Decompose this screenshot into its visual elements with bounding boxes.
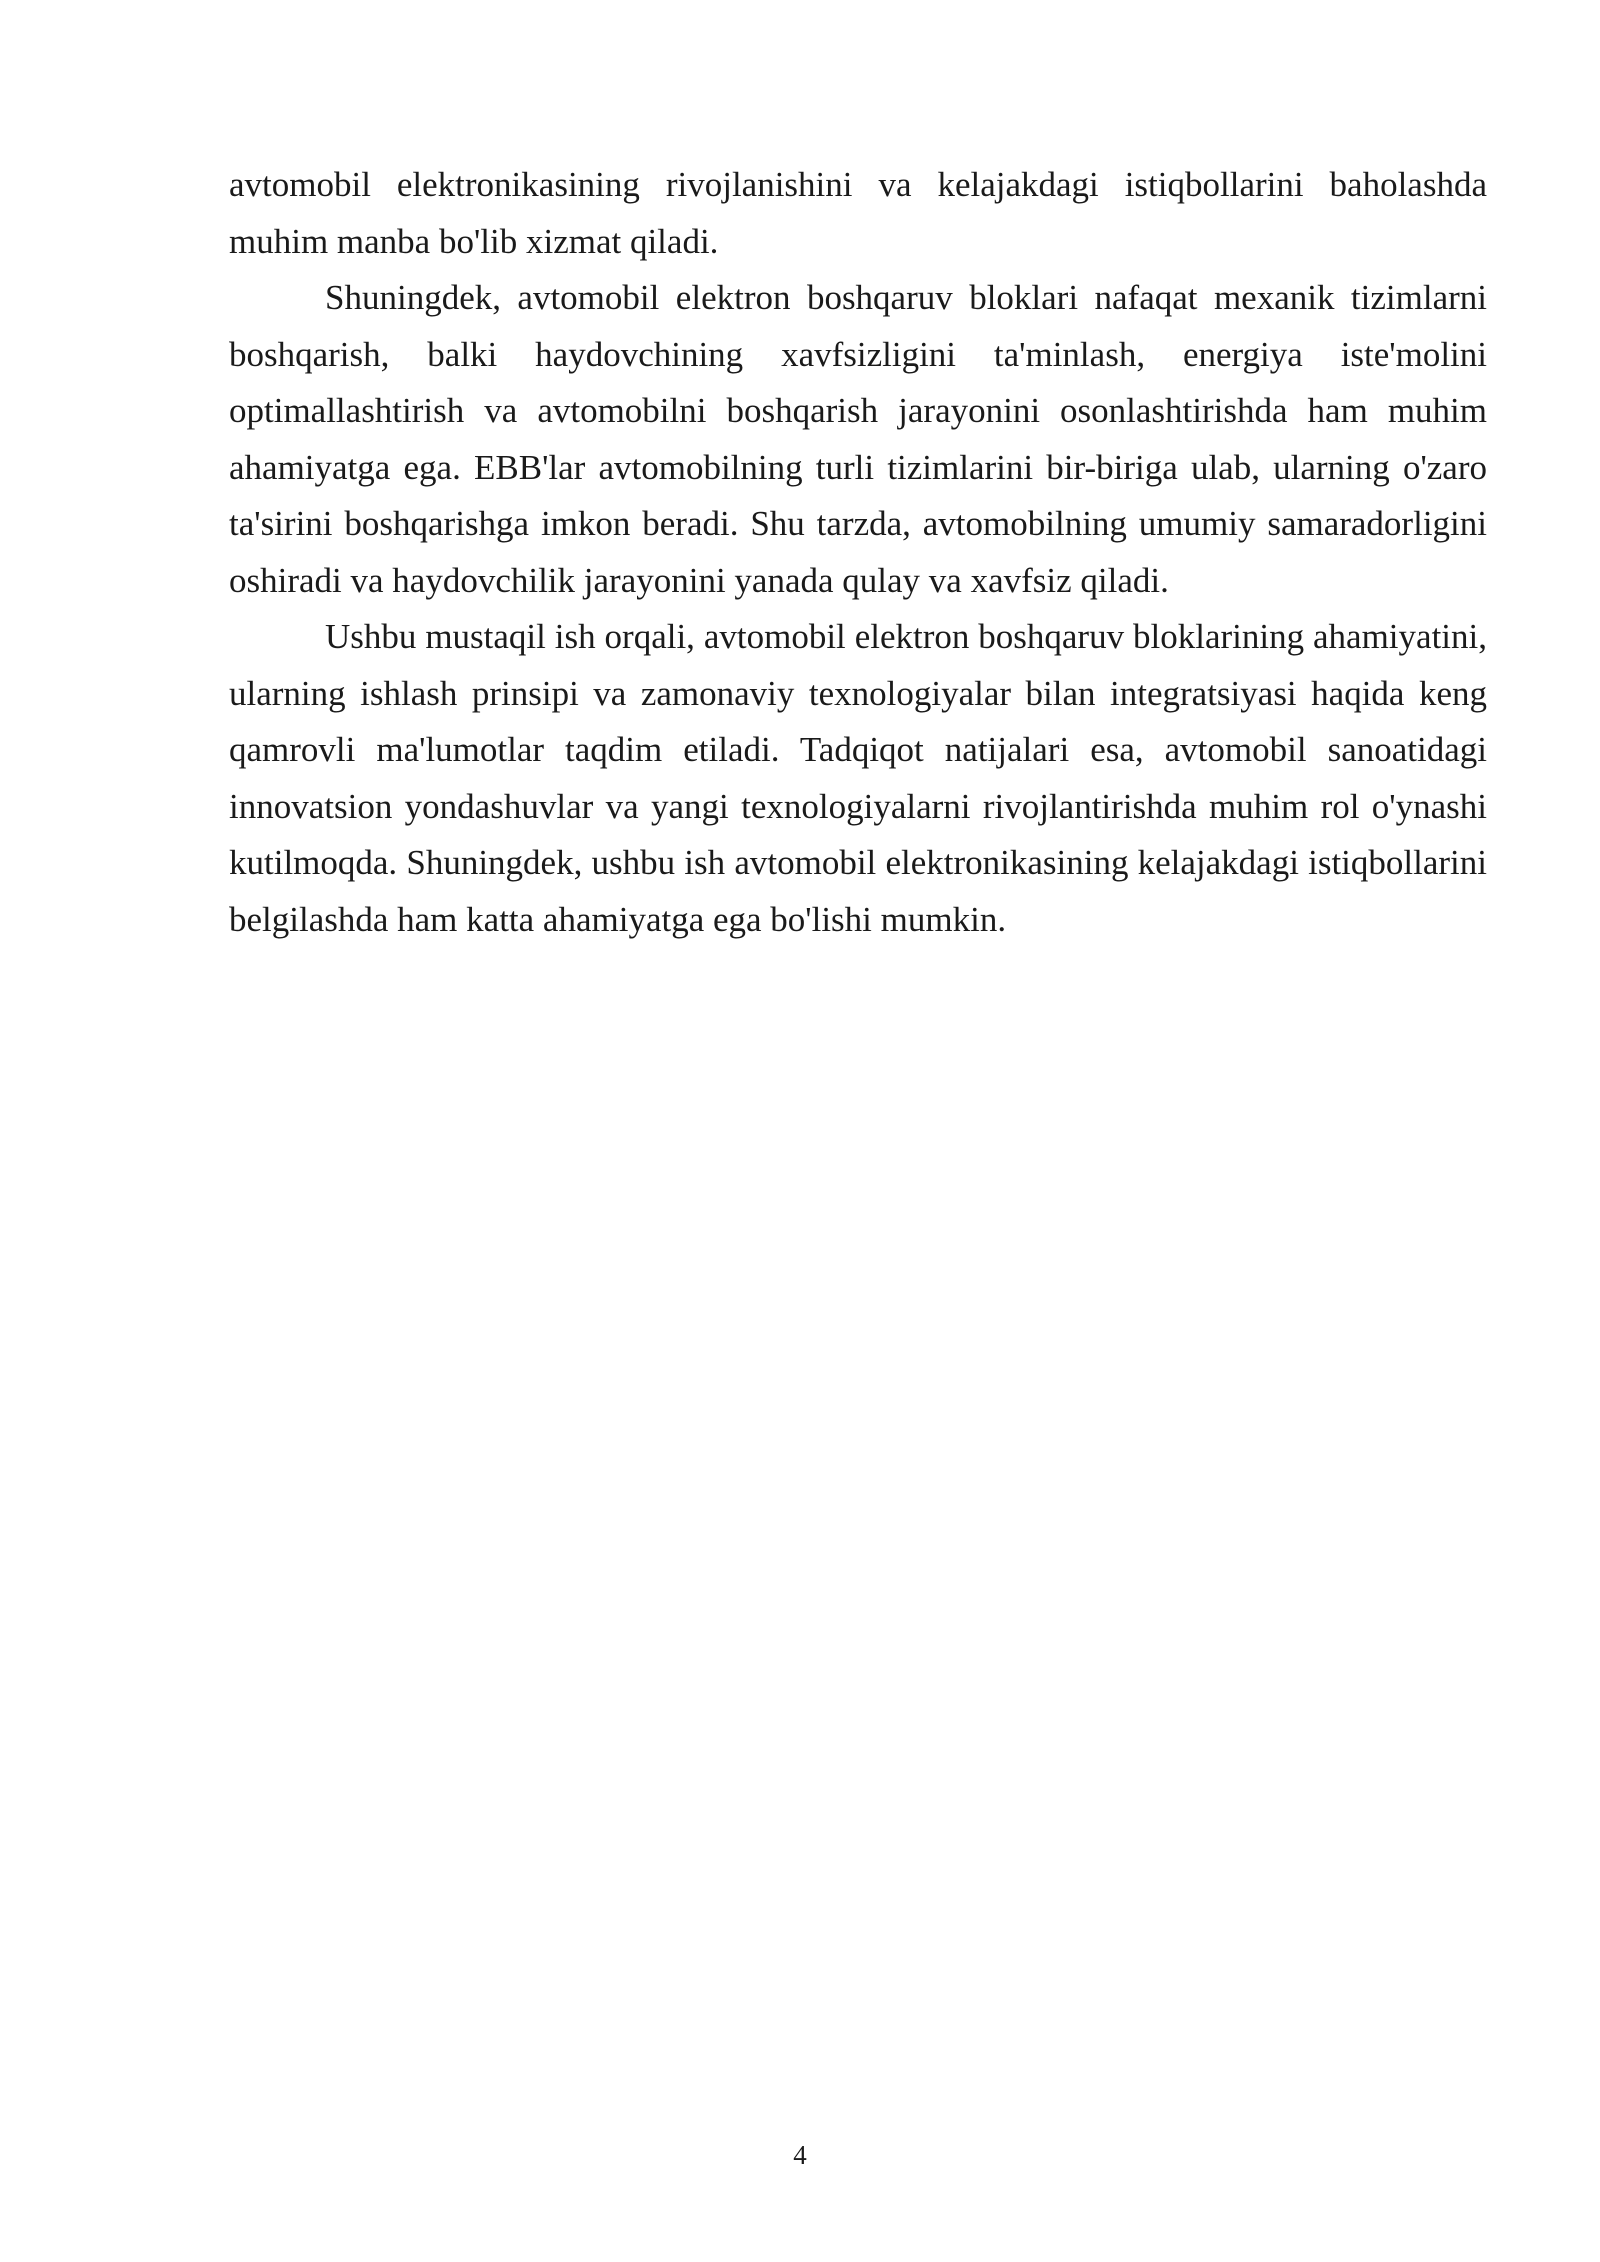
- paragraph-study-purpose: Ushbu mustaqil ish orqali, avtomobil elektron boshqaruv bloklarining ahamiyatini, ularning ishlash prinsipi va zamonaviy texnologiyalar bilan integratsiyasi haqida keng qamrovli ma'lumotlar taqdim etiladi. Tadqiqot natijalari esa, avtomobil sanoatidagi innovatsion yondashuvlar va yangi texnologiyalarni rivojlantirishda muhim rol o'ynashi kutilmoqda. Shuningdek, ushbu ish avtomobil elektronikasining kelajakdagi istiqbollarini belgilashda ham katta ahamiyatga ega bo'lishi mumkin.: [229, 617, 1487, 939]
- page-number: 4: [793, 2140, 807, 2170]
- paragraph-continuation: avtomobil elektronikasining rivojlanishini va kelajakdagi istiqbollarini baholashda muhim manba bo'lib xizmat qiladi.: [229, 165, 1487, 261]
- paragraph-ebb-role: Shuningdek, avtomobil elektron boshqaruv bloklari nafaqat mexanik tizimlarni boshqarish, balki haydovchining xavfsizligini ta'minlash, energiya iste'molini optimallashtirish va avtomobilni boshqarish jarayonini osonlashtirishda ham muhim ahamiyatga ega. EBB'lar avtomobilning turli tizimlarini bir-biriga ulab, ularning o'zaro ta'sirini boshqarishga imkon beradi. Shu tarzda, avtomobilning umumiy samaradorligini oshiradi va haydovchilik jarayonini yanada qulay va xavfsiz qiladi.: [229, 278, 1487, 600]
- page-body: [229, 157, 1487, 948]
